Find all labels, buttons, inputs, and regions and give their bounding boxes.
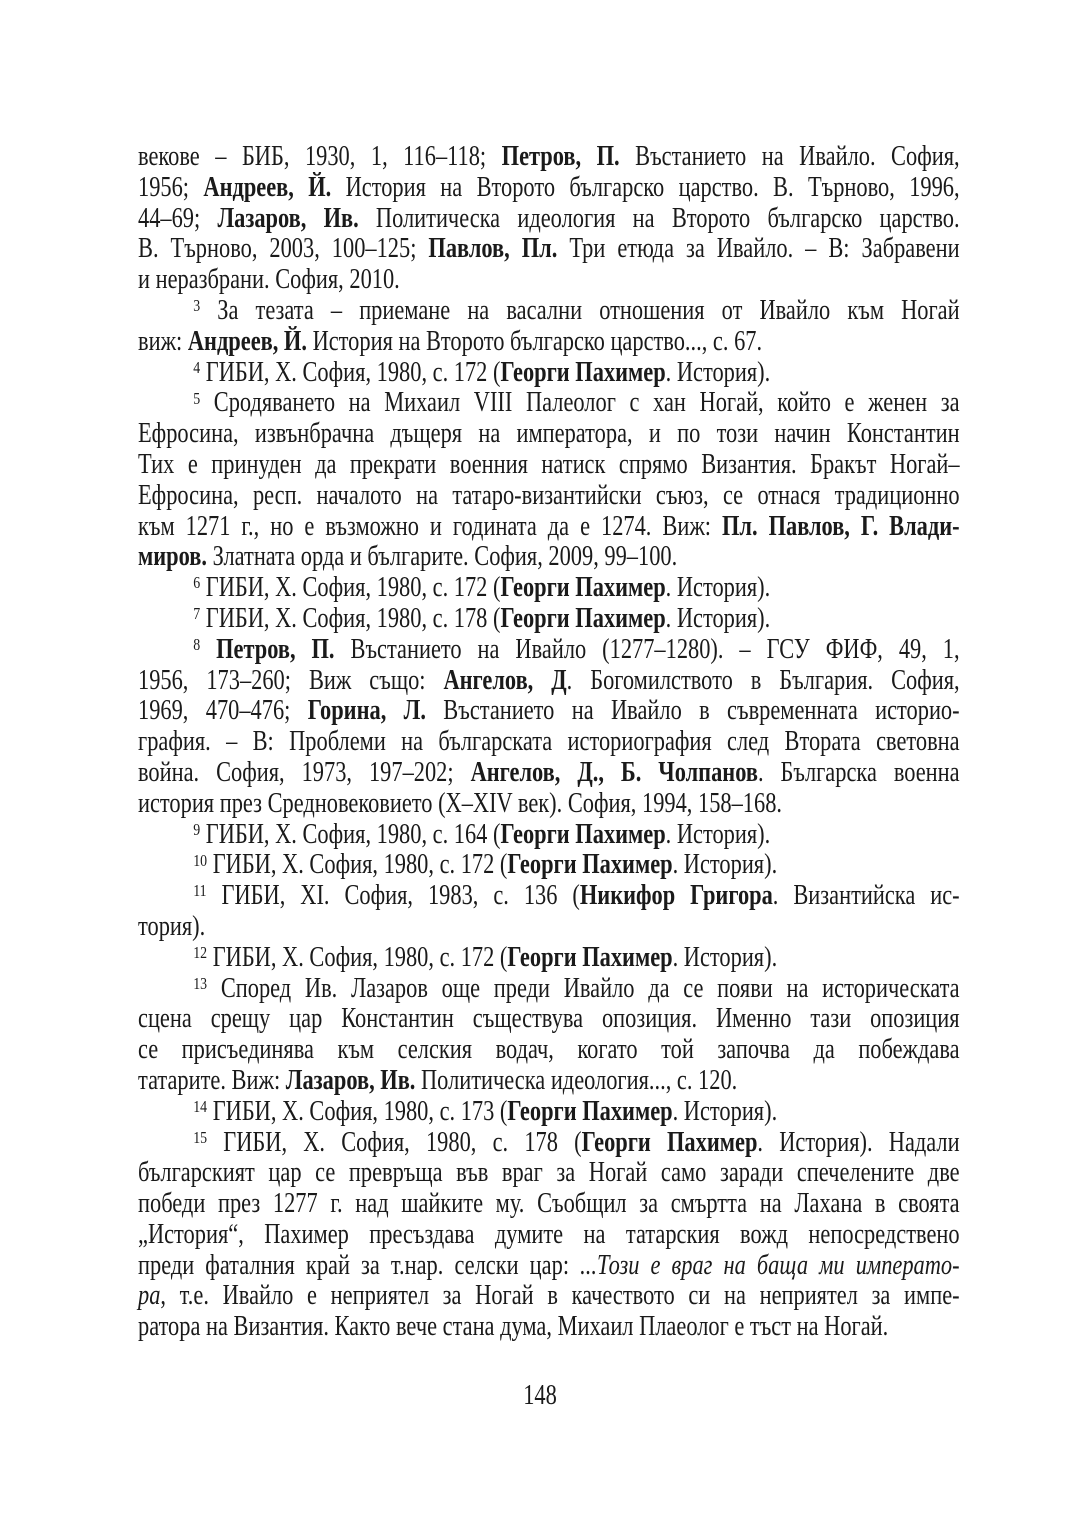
text-line	[138, 1312, 960, 1343]
text-run: ратора на Византия. Както вече стана дума, Михаил Плаеолог е тъст на Ногай.	[138, 1311, 889, 1343]
text-line	[138, 850, 960, 881]
text-line	[138, 1158, 960, 1189]
text-run: Тих е принуден да прекрати военния натиск спрямо Византия. Бракът Ногай–	[138, 448, 960, 480]
text-run: Три етюда за Ивайло. – В: Забравени	[557, 233, 960, 265]
footnote-11	[138, 881, 960, 943]
footnote-marker: 15	[193, 1127, 208, 1147]
text-run: Политическа идеология на Второто българско царство.	[358, 202, 960, 234]
text-run: Ефросина, респ. началото на татаро-византийски съюз, се отнася традиционно	[138, 479, 960, 511]
text-run: . История).	[665, 602, 771, 634]
text-run: . История).	[665, 818, 771, 850]
text-run: За тезата – приемане на васални отношения от Ивайло към Ногай	[200, 294, 960, 326]
text-line	[138, 573, 960, 604]
footnote-marker: 4	[193, 357, 201, 377]
text-line	[138, 912, 960, 943]
text-run: В. Търново, 2003, 100–125;	[138, 233, 429, 265]
text-run: българският цар се превръща във враг за Ногай само заради спечелените две	[138, 1157, 960, 1189]
text-line	[138, 727, 960, 758]
text-run: Ангелов, Д	[443, 664, 567, 696]
text-run: Лазаров, Ив.	[217, 202, 359, 234]
text-run: Въстанието на Ивайло. София,	[619, 141, 960, 172]
text-run: Никифор Григора	[579, 880, 773, 912]
text-run: Андреев, Й.	[203, 171, 332, 203]
text-run: Георги Пахимер	[500, 818, 666, 850]
text-line	[138, 142, 960, 173]
text-run: Въстанието на Ивайло в съвременната историо-	[425, 695, 960, 727]
text-run: 1969, 470–476;	[138, 695, 308, 727]
footnote-marker: 6	[193, 573, 201, 593]
text-run: „История“, Пахимер пресъздава думите на татарския вожд непосредствено	[138, 1218, 960, 1250]
footnote-marker: 10	[193, 850, 208, 870]
text-run: . Богомилството в България. София,	[566, 664, 960, 696]
text-run: миров.	[138, 541, 207, 573]
text-run: 1956;	[138, 171, 204, 203]
text-run: история през Средновековието (X–XIV век). София, 1994, 158–168.	[138, 787, 782, 819]
text-line	[138, 450, 960, 481]
text-run: ГИБИ, X. София, 1980, с. 172 (	[200, 356, 501, 388]
text-line	[138, 296, 960, 327]
footnote-14	[138, 1097, 960, 1128]
text-line	[138, 1281, 960, 1312]
footnote-marker: 12	[193, 942, 208, 962]
text-line	[138, 1035, 960, 1066]
footnote-15	[138, 1128, 960, 1344]
text-line	[138, 666, 960, 697]
text-run: Политическа идеология..., с. 120.	[415, 1064, 738, 1096]
text-line	[138, 1128, 960, 1159]
text-run: Георги Пахимер	[581, 1126, 758, 1158]
footnote-marker: 8	[193, 634, 201, 654]
text-run: Сродяването на Михаил VIII Палеолог с хан Ногай, който е женен за	[200, 387, 960, 419]
text-run: преди фаталния край за т.нар. селски цар:	[138, 1249, 581, 1281]
text-run: Златната орда и българите. София, 2009, 99–100.	[206, 541, 678, 573]
text-run: . История). Надали	[757, 1126, 960, 1158]
text-run: графия. – В: Проблеми на българската историография след Втората световна	[138, 726, 960, 758]
footnote-marker: 3	[193, 296, 201, 316]
text-run: Според Ив. Лазаров още преди Ивайло да се появи на историческата	[207, 972, 960, 1004]
text-line	[138, 481, 960, 512]
text-run: Пл. Павлов, Г. Влади-	[722, 510, 960, 542]
text-line	[138, 204, 960, 235]
footnote-4	[138, 358, 960, 389]
text-run: се присъединява към селския водач, когато той започва да побеждава	[138, 1034, 960, 1066]
continuation-paragraph	[138, 142, 960, 296]
text-run: Георги Пахимер	[507, 849, 673, 881]
text-line	[138, 758, 960, 789]
text-line	[138, 1251, 960, 1282]
text-run: ГИБИ, X. София, 1980, с. 178 (	[207, 1126, 582, 1158]
footnote-marker: 5	[193, 388, 201, 408]
text-run: ...Този е враг на баща ми императо-	[580, 1249, 960, 1281]
text-run: История на Второто българско царство. В. Търново, 1996,	[331, 171, 960, 203]
text-line	[138, 974, 960, 1005]
text-line	[138, 512, 960, 543]
text-run: Георги Пахимер	[500, 602, 666, 634]
footnote-3	[138, 296, 960, 358]
text-line	[138, 881, 960, 912]
footnote-7	[138, 604, 960, 635]
text-run	[200, 634, 216, 665]
text-run: . История).	[672, 941, 778, 973]
text-run: ГИБИ, X. София, 1980, с. 172 (	[207, 849, 508, 881]
footnote-13	[138, 974, 960, 1097]
text-run: ГИБИ, X. София, 1980, с. 173 (	[207, 1095, 508, 1127]
text-run: Петров, П.	[501, 141, 620, 172]
text-line	[138, 358, 960, 389]
text-run: война. София, 1973, 197–202;	[138, 756, 471, 788]
text-line	[138, 419, 960, 450]
text-line	[138, 604, 960, 635]
footnote-marker: 7	[193, 604, 201, 624]
text-run: ГИБИ, X. София, 1980, с. 172 (	[207, 941, 508, 973]
text-run: , т.е. Ивайло е неприятел за Ногай в качеството си на неприятел за импе-	[160, 1280, 960, 1312]
footnote-9	[138, 820, 960, 851]
text-line	[138, 1189, 960, 1220]
text-run: и неразбрани. София, 2010.	[138, 264, 400, 296]
text-line	[138, 265, 960, 296]
text-run: ГИБИ, XI. София, 1983, с. 136 (	[206, 880, 580, 912]
text-line	[138, 820, 960, 851]
text-run: Въстанието на Ивайло (1277–1280). – ГСУ ФИФ, 49, 1,	[334, 633, 960, 665]
text-line	[138, 542, 960, 573]
footnote-5	[138, 388, 960, 573]
text-run: Георги Пахимер	[507, 941, 673, 973]
text-run: . Българска военна	[757, 756, 960, 788]
text-line	[138, 1097, 960, 1128]
footnote-marker: 14	[193, 1096, 208, 1116]
text-line	[138, 327, 960, 358]
text-line	[138, 943, 960, 974]
text-run: Георги Пахимер	[500, 356, 666, 388]
text-run: Лазаров, Ив.	[285, 1064, 416, 1096]
text-run: сцена срещу цар Константин съществува опозиция. Именно тази опозиция	[138, 1003, 960, 1035]
footnote-marker: 9	[193, 819, 201, 839]
text-run: Горина, Л.	[307, 695, 426, 727]
text-run: 44–69;	[138, 202, 218, 234]
text-run: Павлов, Пл.	[428, 233, 558, 265]
text-line	[138, 234, 960, 265]
text-run: . История).	[665, 356, 771, 388]
text-run: . История).	[672, 1095, 778, 1127]
text-line	[138, 1004, 960, 1035]
text-run: 1956, 173–260; Виж също:	[138, 664, 444, 696]
footnote-8	[138, 635, 960, 820]
text-run: Георги Пахимер	[500, 572, 666, 604]
text-run: . История).	[672, 849, 778, 881]
text-run: ГИБИ, X. София, 1980, с. 164 (	[200, 818, 501, 850]
text-line	[138, 1066, 960, 1097]
text-run: към 1271 г., но е възможно и годината да е 1274. Виж:	[138, 510, 722, 542]
text-run: История на Второто българско царство..., с. 67.	[306, 325, 763, 357]
text-line	[138, 1220, 960, 1251]
page-number-value: 148	[523, 1380, 557, 1411]
text-run: Петров, П.	[216, 633, 335, 665]
text-run: виж:	[138, 325, 188, 357]
text-line	[138, 635, 960, 666]
page-number	[0, 1381, 1080, 1411]
text-line	[138, 388, 960, 419]
text-line	[138, 696, 960, 727]
text-run: векове – БИБ, 1930, 1, 116–118;	[138, 141, 502, 172]
text-run: Ефросина, извънбрачна дъщеря на императора, и по този начин Константин	[138, 418, 960, 450]
text-line	[138, 173, 960, 204]
text-line	[138, 789, 960, 820]
footnotes-section	[138, 142, 960, 1343]
footnote-marker: 13	[193, 973, 208, 993]
footnote-6	[138, 573, 960, 604]
footnote-10	[138, 850, 960, 881]
text-run: ра	[138, 1280, 161, 1312]
text-run: ГИБИ, X. София, 1980, с. 178 (	[200, 602, 501, 634]
text-run: ГИБИ, X. София, 1980, с. 172 (	[200, 572, 501, 604]
text-run: . История).	[665, 572, 771, 604]
text-run: татарите. Виж:	[138, 1064, 286, 1096]
footnote-12	[138, 943, 960, 974]
text-run: Ангелов, Д., Б. Чолпанов	[470, 756, 758, 788]
text-run: . Византийска ис-	[772, 880, 960, 912]
text-run: Андреев, Й.	[187, 325, 307, 357]
text-run: победи през 1277 г. над шайките му. Съобщил за смъртта на Лахана в своята	[138, 1188, 960, 1220]
footnote-marker: 11	[193, 881, 207, 901]
text-run: тория).	[138, 910, 206, 942]
text-run: Георги Пахимер	[507, 1095, 673, 1127]
